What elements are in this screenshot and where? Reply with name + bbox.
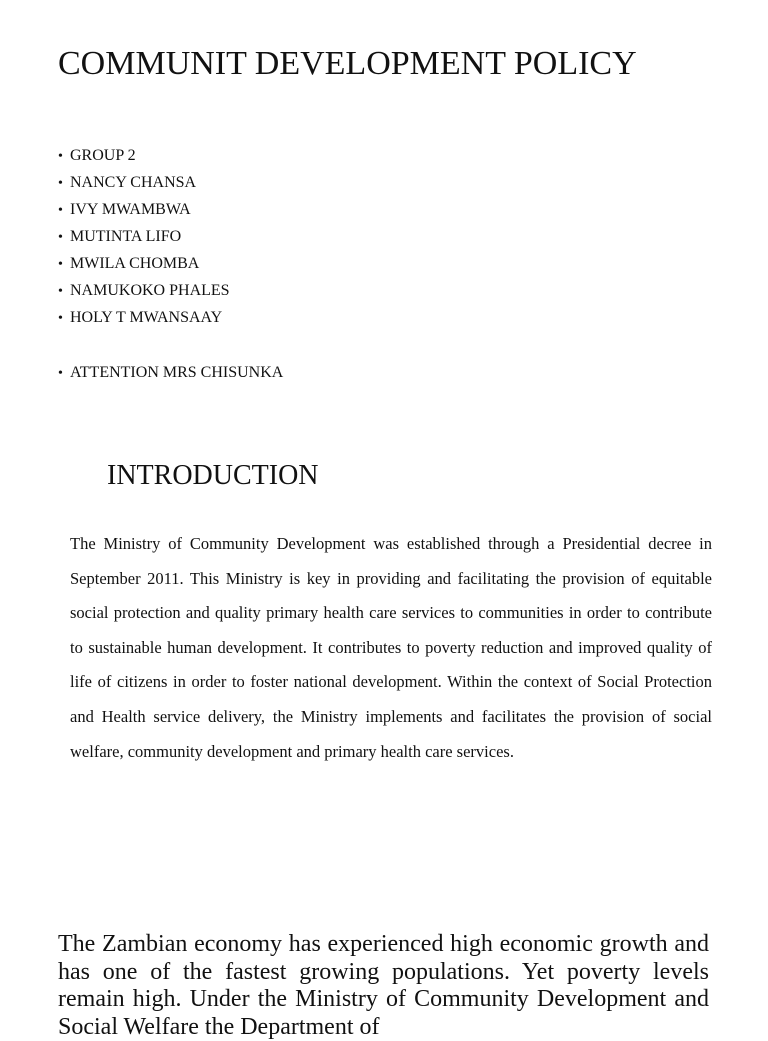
introduction-paragraph: The Ministry of Community Development was established through a Presidential decree in September 2011. This Ministry is key in providing and facilitating the provision of equitable social protection and quality primary health care services to communities in order to contribute to sustainable human development. It contributes to poverty reduction and improved quality of life of citizens in order to foster national development. Within the context of Social Protection and Health service delivery, the Ministry implements and facilitates the provision of social welfare, community development and primary health care services. [70,534,712,761]
economy-paragraph: The Zambian economy has experienced high economic growth and has one of the fastest growing populations. Yet poverty levels remain high. Under the Ministry of Community Development and Social Welfare the Department of [58,931,709,1040]
bullet-icon: • [58,203,63,218]
group-member-list [58,146,230,335]
member-name: NANCY CHANSA [70,174,197,191]
member-name: NAMUKOKO PHALES [70,282,230,299]
introduction-heading: INTRODUCTION [107,460,319,491]
list-item [58,308,230,335]
bullet-icon: • [58,257,63,272]
member-name: MUTINTA LIFO [70,228,182,245]
list-item [58,281,230,308]
member-name: HOLY T MWANSAAY [70,309,223,326]
document-title: COMMUNIT DEVELOPMENT POLICY [58,45,637,82]
list-item [58,173,230,200]
bullet-icon: • [58,176,63,191]
bullet-icon: • [58,149,63,164]
bullet-icon: • [58,366,63,381]
list-item [58,146,230,173]
attention-text: ATTENTION MRS CHISUNKA [70,364,284,381]
attention-line [58,363,283,384]
member-name: GROUP 2 [70,147,136,164]
list-item [58,227,230,254]
list-item [58,254,230,281]
member-name: MWILA CHOMBA [70,255,200,272]
bullet-icon: • [58,311,63,326]
bullet-icon: • [58,284,63,299]
member-name: IVY MWAMBWA [70,201,191,218]
list-item [58,200,230,227]
bullet-icon: • [58,230,63,245]
